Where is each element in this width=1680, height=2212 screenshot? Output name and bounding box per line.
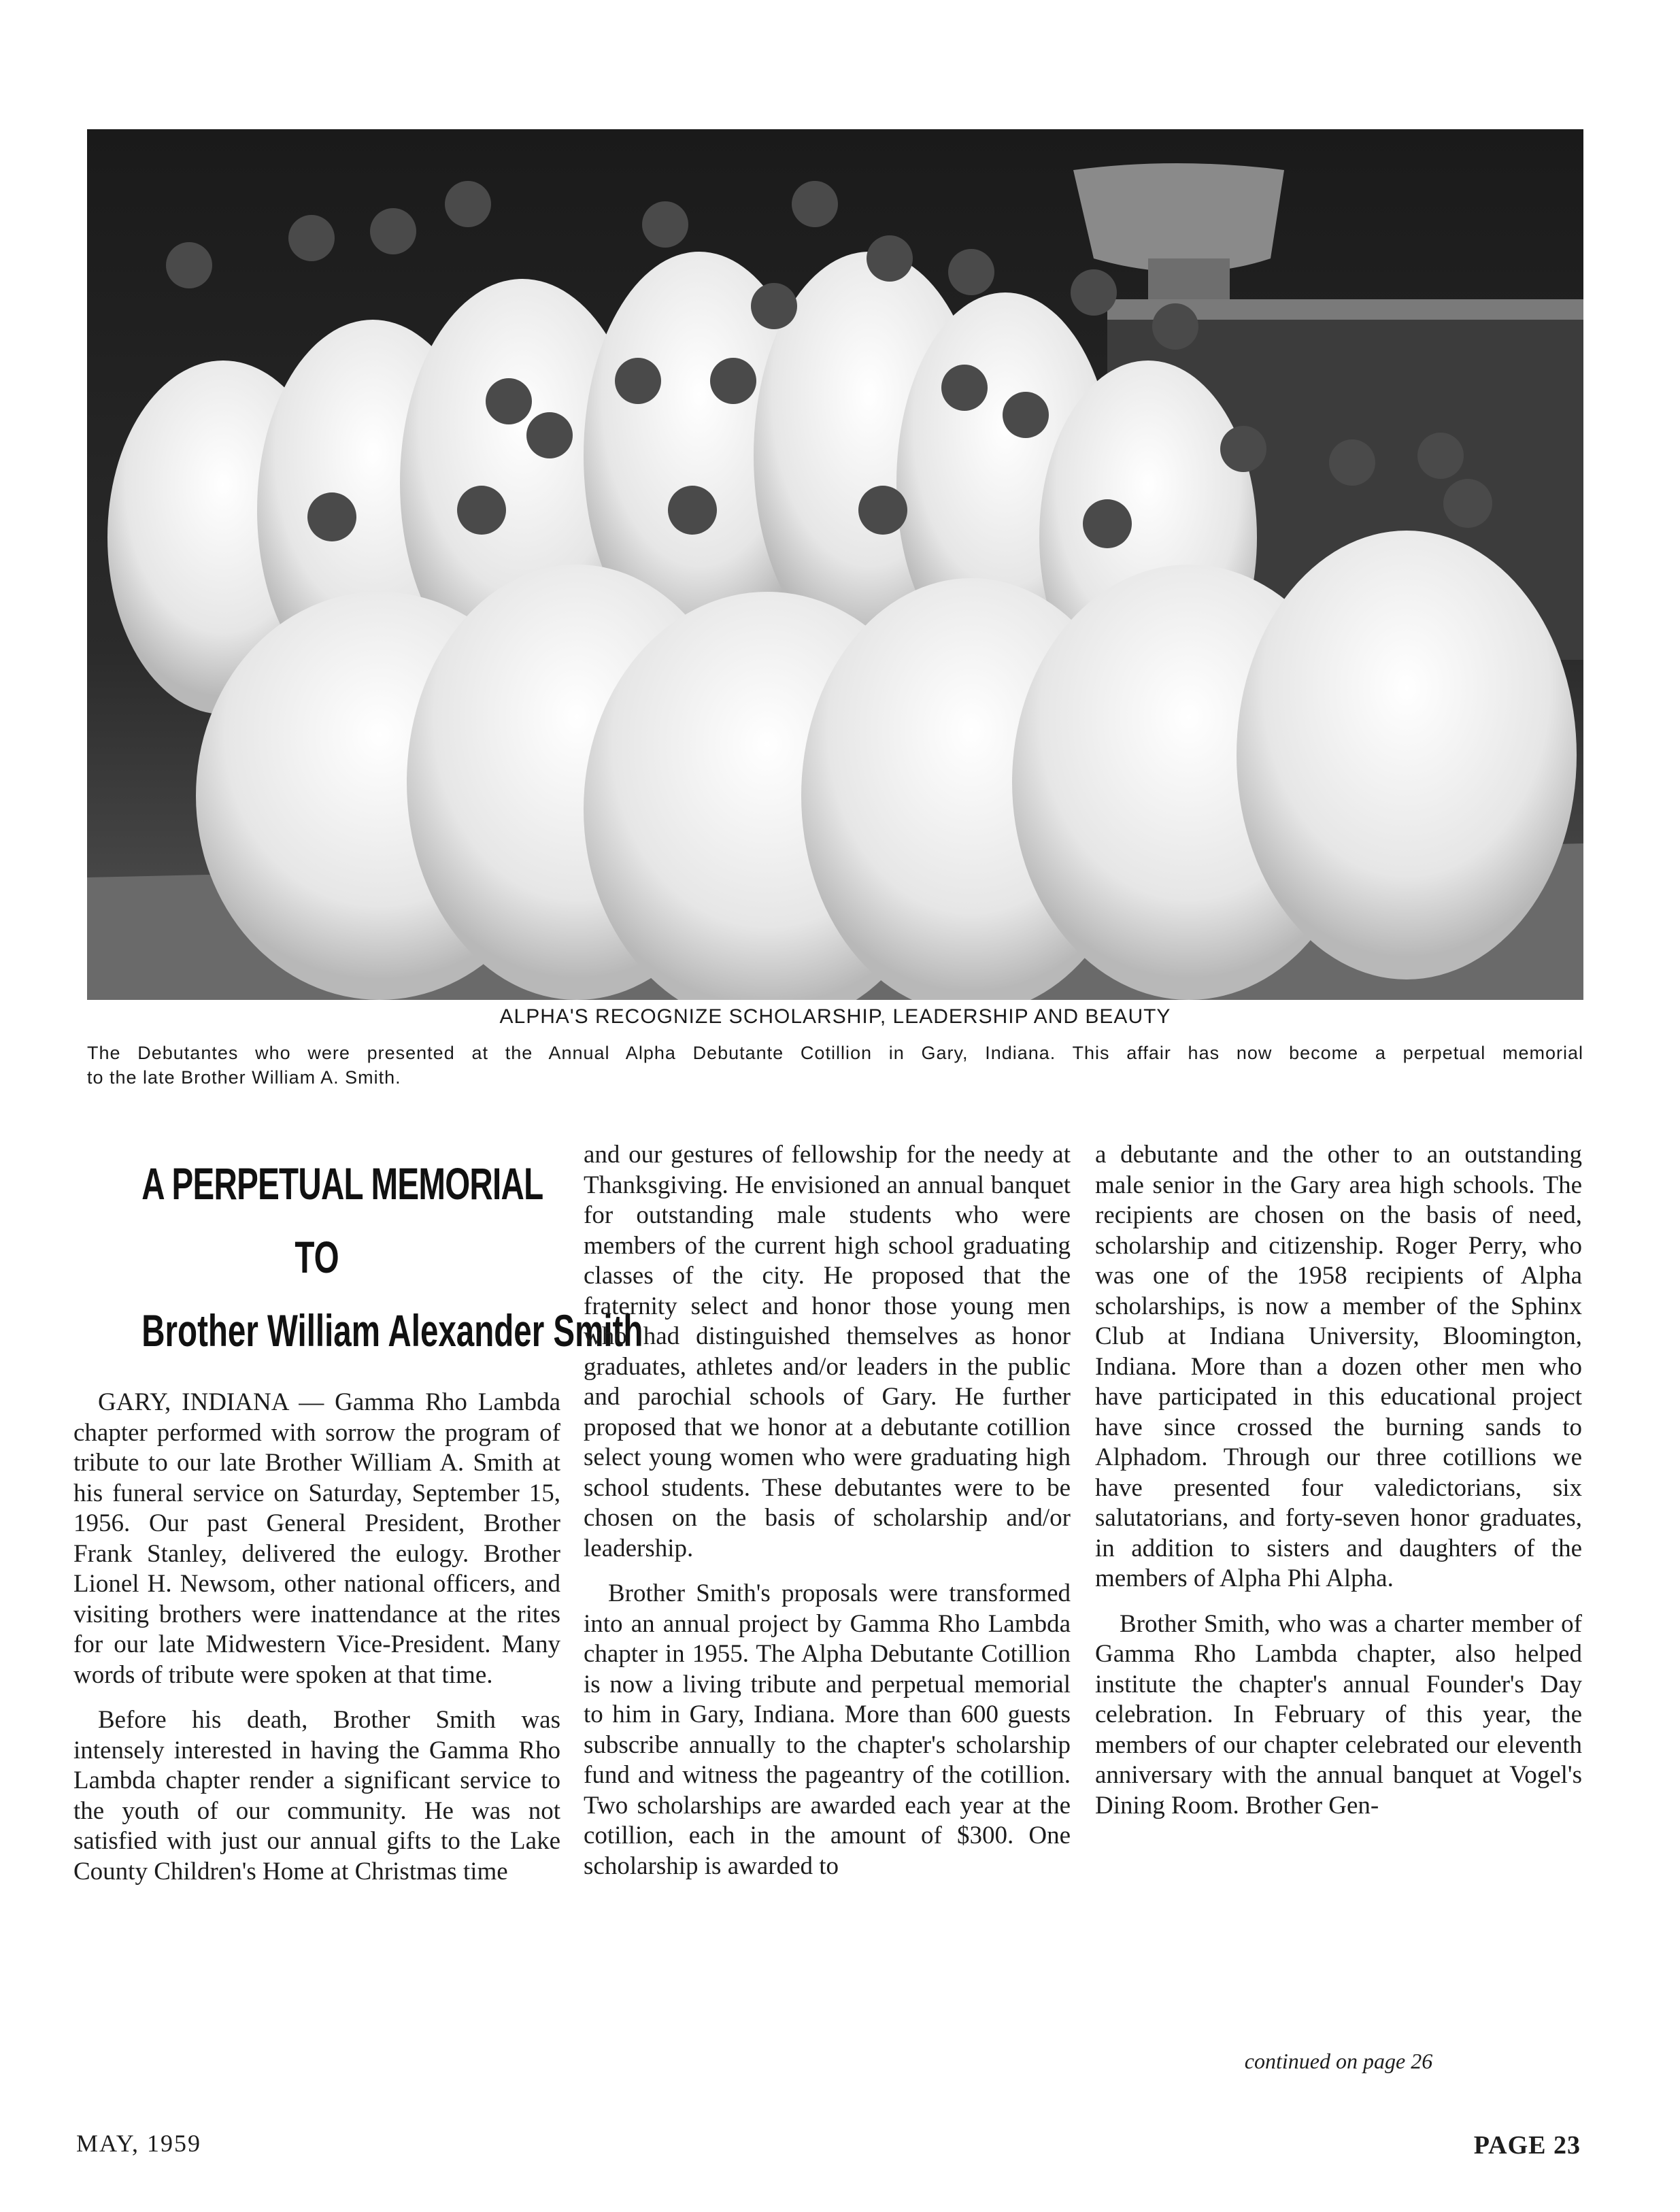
headline-line-1: A PERPETUAL MEMORIAL (141, 1158, 543, 1209)
article-paragraph-4: Brother Smith's proposals were transformed into an annual project by Gamma Rho Lambda chapter in 1955. The Alpha Debutante Cotillion is now a living tribute and perpetual memorial to him in Gary, Indiana. More than 600 guests subscribe annually to the chapter's scholarship fund and witness the pageantry of the cotillion. Two scholarships are awarded each year at the cotillion, each in the amount of $300. One scholarship is awarded to (584, 1579, 1071, 1880)
issue-date: MAY, 1959 (76, 2130, 202, 2157)
photo-caption-line-1: The Debutantes who were presented at the Annual Alpha Debutante Cotillion in Gary, Indiana. This affair has now become a perpetual memorial (87, 1043, 1583, 1063)
article-paragraph-1: GARY, INDIANA — Gamma Rho Lambda chapter performed with sorrow the program of tribute to our late Brother William A. Smith at his funeral service on Saturday, September 15, 1956. Our past General President, Brother Frank Stanley, delivered the eulogy. Brother Lionel H. Newsom, other national officers, and visiting brothers were inattendance at the rites for our late Midwestern Vice-President. Many words of tribute were spoken at that time. (73, 1388, 560, 1689)
article-column-2 (584, 1140, 1071, 1896)
continued-note: continued on page 26 (1244, 2049, 1433, 2073)
article-column-1 (73, 1388, 560, 1902)
headline-line-3: Brother William Alexander Smith (141, 1305, 643, 1356)
article-paragraph-3: and our gestures of fellowship for the needy at Thanksgiving. He envisioned an annual banquet for outstanding male students who were members of the current high school graduating classes of the city. He proposed that the fraternity select and honor those young men who had distinguished themselves as honor graduates, athletes and/or leaders in the public and parochial schools of Gary. He further proposed that we honor at a debutante cotillion select young women who were graduating high school students. These debutantes were to be chosen on the basis of scholarship and/or leadership. (584, 1141, 1071, 1562)
headline-line-2: TO (295, 1232, 339, 1282)
photo-caption-body (87, 1041, 1583, 1090)
debutante-group-photo (87, 129, 1583, 1000)
article-paragraph-2: Before his death, Brother Smith was intensely interested in having the Gamma Rho Lambda chapter render a significant service to the youth of our community. He was not satisfied with just our annual gifts to the Lake County Children's Home at Christmas time (73, 1706, 560, 1886)
article-headline (73, 1156, 643, 1358)
photo-caption-line-2: to the late Brother William A. Smith. (87, 1067, 401, 1088)
article-paragraph-5: a debutante and the other to an outstanding male senior in the Gary area high schools. The recipients are chosen on the basis of need, scholarship and citizenship. Roger Perry, who was one of the 1958 recipients of Alpha scholarships, is now a member of the Sphinx Club at Indiana University, Bloomington, Indiana. More than a dozen other men who have participated in this educational project have since crossed the burning sands to Alphadom. Through our three cotillions we have presented four valedictorians, six salutatorians, and forty-seven honor graduates, in addition to sisters and daughters of the members of Alpha Phi Alpha. (1095, 1141, 1582, 1592)
photo-illustration (87, 129, 1583, 1000)
article-column-3 (1095, 1140, 1582, 1836)
photo-caption-title: ALPHA'S RECOGNIZE SCHOLARSHIP, LEADERSHIP AND BEAUTY (499, 1005, 1171, 1028)
page-number: PAGE 23 (1473, 2131, 1581, 2160)
article-paragraph-6: Brother Smith, who was a charter member of Gamma Rho Lambda chapter, also helped institute the chapter's annual Founder's Day celebration. In February of this year, the members of our chapter celebrated our eleventh anniversary with the annual banquet at Vogel's Dining Room. Brother Gen- (1095, 1609, 1582, 1820)
